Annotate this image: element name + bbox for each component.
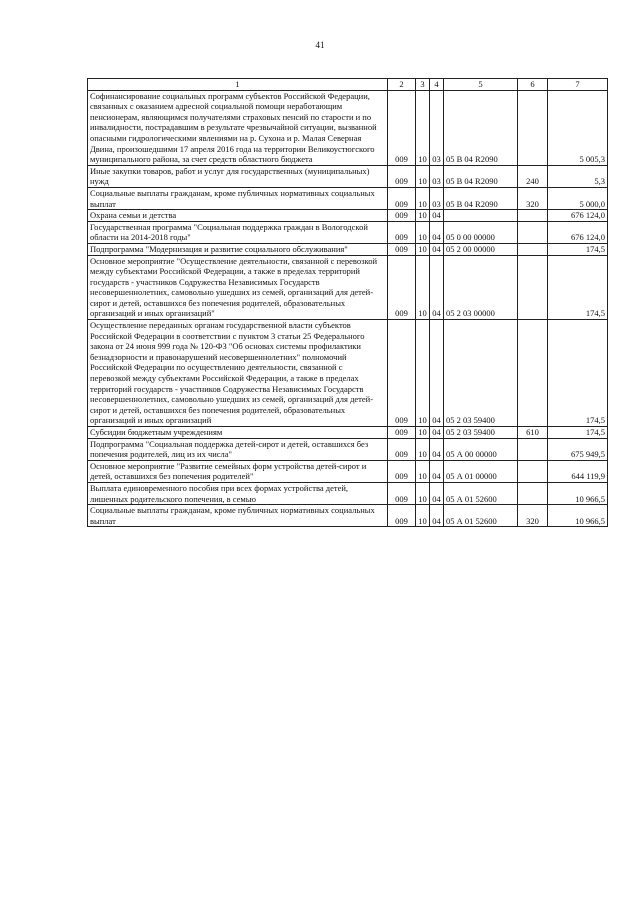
row-name: Основное мероприятие "Развитие семейных форм устройства детей-сирот и детей, оставшихся без попечения родителей": [88, 460, 388, 482]
row-name: Подпрограмма "Социальная поддержка детей-сирот и детей, оставшихся без попечения родителей, лиц из их числа": [88, 438, 388, 460]
table-row: [88, 438, 608, 460]
row-name: Подпрограмма "Модернизация и развитие социального обслуживания": [88, 243, 388, 255]
budget-table: [87, 78, 608, 527]
header-col-2: 2: [388, 79, 416, 91]
row-subsection: 04: [430, 427, 444, 439]
row-target-article: 05 2 00 00000: [444, 243, 518, 255]
row-target-article: 05 В 04 R2090: [444, 187, 518, 209]
header-col-1: 1: [88, 79, 388, 91]
row-admin-code: 009: [388, 165, 416, 187]
row-admin-code: 009: [388, 320, 416, 427]
row-amount: 675 949,5: [548, 438, 608, 460]
row-subsection: 04: [430, 482, 444, 504]
table-row: [88, 243, 608, 255]
row-admin-code: 009: [388, 438, 416, 460]
row-section: 10: [416, 460, 430, 482]
row-expense-type: [518, 90, 548, 165]
row-subsection: 03: [430, 90, 444, 165]
header-col-6: 6: [518, 79, 548, 91]
row-target-article: 05 В 04 R2090: [444, 90, 518, 165]
row-section: 10: [416, 210, 430, 222]
row-expense-type: 610: [518, 427, 548, 439]
row-target-article: 05 А 01 52600: [444, 482, 518, 504]
table-row: [88, 187, 608, 209]
table-row: [88, 427, 608, 439]
row-admin-code: 009: [388, 243, 416, 255]
table-row: [88, 165, 608, 187]
row-target-article: 05 2 03 00000: [444, 255, 518, 320]
row-name: Основное мероприятие "Осуществление деятельности, связанной с перевозкой между субъектами Российской Федерации, а также в пределах территорий государств - участников Содружества Независимых Государств несовершеннолетних, самовольно ушедших из семей, организаций для детей-сирот и детей, оставшихся без попечения родителей, образовательных организаций и иных организаций": [88, 255, 388, 320]
row-expense-type: [518, 210, 548, 222]
row-subsection: 04: [430, 210, 444, 222]
table-row: [88, 460, 608, 482]
row-expense-type: [518, 320, 548, 427]
row-admin-code: 009: [388, 255, 416, 320]
row-admin-code: 009: [388, 90, 416, 165]
header-col-3: 3: [416, 79, 430, 91]
row-subsection: 03: [430, 187, 444, 209]
row-amount: 676 124,0: [548, 210, 608, 222]
row-name: Охрана семьи и детства: [88, 210, 388, 222]
row-admin-code: 009: [388, 505, 416, 527]
row-subsection: 04: [430, 255, 444, 320]
row-section: 10: [416, 320, 430, 427]
row-amount: 174,5: [548, 427, 608, 439]
row-name: Иные закупки товаров, работ и услуг для государственных (муниципальных) нужд: [88, 165, 388, 187]
table-row: [88, 320, 608, 427]
row-name: Социальные выплаты гражданам, кроме публичных нормативных социальных выплат: [88, 187, 388, 209]
row-expense-type: [518, 438, 548, 460]
row-name: Социальные выплаты гражданам, кроме публичных нормативных социальных выплат: [88, 505, 388, 527]
row-admin-code: 009: [388, 221, 416, 243]
row-subsection: 04: [430, 320, 444, 427]
row-name: Осуществление переданных органам государственной власти субъектов Российской Федерации в соответствии с пунктом 3 статьи 25 Федерального закона от 24 июня 999 года № 120-ФЗ "Об основах системы профилактики безнадзорности и правонарушений несовершеннолетних" полномочий Российской Федерации по осуществлению деятельности, связанной с перевозкой между субъектами Российской Федерации, а также в пределах территорий государств - участников Содружества Независимых Государств несовершеннолетних, самовольно ушедших из семей, организаций для детей-сирот и детей, оставшихся без попечения родителей, образовательных организаций и иных организаций: [88, 320, 388, 427]
row-amount: 174,5: [548, 320, 608, 427]
row-subsection: 04: [430, 460, 444, 482]
row-subsection: 04: [430, 243, 444, 255]
row-expense-type: 320: [518, 505, 548, 527]
row-expense-type: [518, 255, 548, 320]
table-row: [88, 255, 608, 320]
row-amount: 174,5: [548, 243, 608, 255]
table-row: [88, 482, 608, 504]
row-section: 10: [416, 427, 430, 439]
row-section: 10: [416, 165, 430, 187]
row-amount: 644 119,9: [548, 460, 608, 482]
row-section: 10: [416, 243, 430, 255]
table-row: [88, 210, 608, 222]
row-admin-code: 009: [388, 187, 416, 209]
row-section: 10: [416, 255, 430, 320]
row-expense-type: 240: [518, 165, 548, 187]
row-target-article: 05 А 01 52600: [444, 505, 518, 527]
row-subsection: 04: [430, 505, 444, 527]
row-expense-type: [518, 460, 548, 482]
row-subsection: 04: [430, 221, 444, 243]
row-name: Субсидии бюджетным учреждениям: [88, 427, 388, 439]
row-amount: 676 124,0: [548, 221, 608, 243]
row-admin-code: 009: [388, 460, 416, 482]
row-target-article: 05 0 00 00000: [444, 221, 518, 243]
row-amount: 10 966,5: [548, 505, 608, 527]
header-col-5: 5: [444, 79, 518, 91]
row-expense-type: [518, 482, 548, 504]
row-target-article: 05 В 04 R2090: [444, 165, 518, 187]
row-amount: 10 966,5: [548, 482, 608, 504]
header-col-7: 7: [548, 79, 608, 91]
row-amount: 5,3: [548, 165, 608, 187]
row-name: Софинансирование социальных программ субъектов Российской Федерации, связанных с оказанием адресной социальной помощи неработающим пенсионерам, являющимся получателями страховых пенсий по старости и по инвалидности, пострадавшим в результате чрезвычайной ситуации, вызванной опасными гидрологическими явлениями на р. Сухона и р. Малая Северная Двина, произошедшими 17 апреля 2016 года на территории Великоустюгского муниципального района, за счет средств областного бюджета: [88, 90, 388, 165]
header-col-4: 4: [430, 79, 444, 91]
page-number: 41: [315, 40, 325, 50]
header-row: [88, 79, 608, 91]
row-amount: 5 005,3: [548, 90, 608, 165]
table-row: [88, 90, 608, 165]
table-row: [88, 221, 608, 243]
table-row: [88, 505, 608, 527]
row-target-article: 05 2 03 59400: [444, 320, 518, 427]
row-admin-code: 009: [388, 427, 416, 439]
row-expense-type: [518, 243, 548, 255]
row-target-article: 05 2 03 59400: [444, 427, 518, 439]
row-admin-code: 009: [388, 210, 416, 222]
row-section: 10: [416, 438, 430, 460]
row-section: 10: [416, 482, 430, 504]
row-section: 10: [416, 221, 430, 243]
row-subsection: 03: [430, 165, 444, 187]
row-subsection: 04: [430, 438, 444, 460]
row-amount: 5 000,0: [548, 187, 608, 209]
row-section: 10: [416, 187, 430, 209]
row-name: Выплата единовременного пособия при всех формах устройства детей, лишенных родительского попечения, в семью: [88, 482, 388, 504]
row-target-article: 05 А 01 00000: [444, 460, 518, 482]
row-section: 10: [416, 505, 430, 527]
row-target-article: [444, 210, 518, 222]
row-target-article: 05 А 00 00000: [444, 438, 518, 460]
row-amount: 174,5: [548, 255, 608, 320]
row-section: 10: [416, 90, 430, 165]
row-expense-type: [518, 221, 548, 243]
row-expense-type: 320: [518, 187, 548, 209]
row-name: Государственная программа "Социальная поддержка граждан в Вологодской области на 2014-2018 годы": [88, 221, 388, 243]
row-admin-code: 009: [388, 482, 416, 504]
